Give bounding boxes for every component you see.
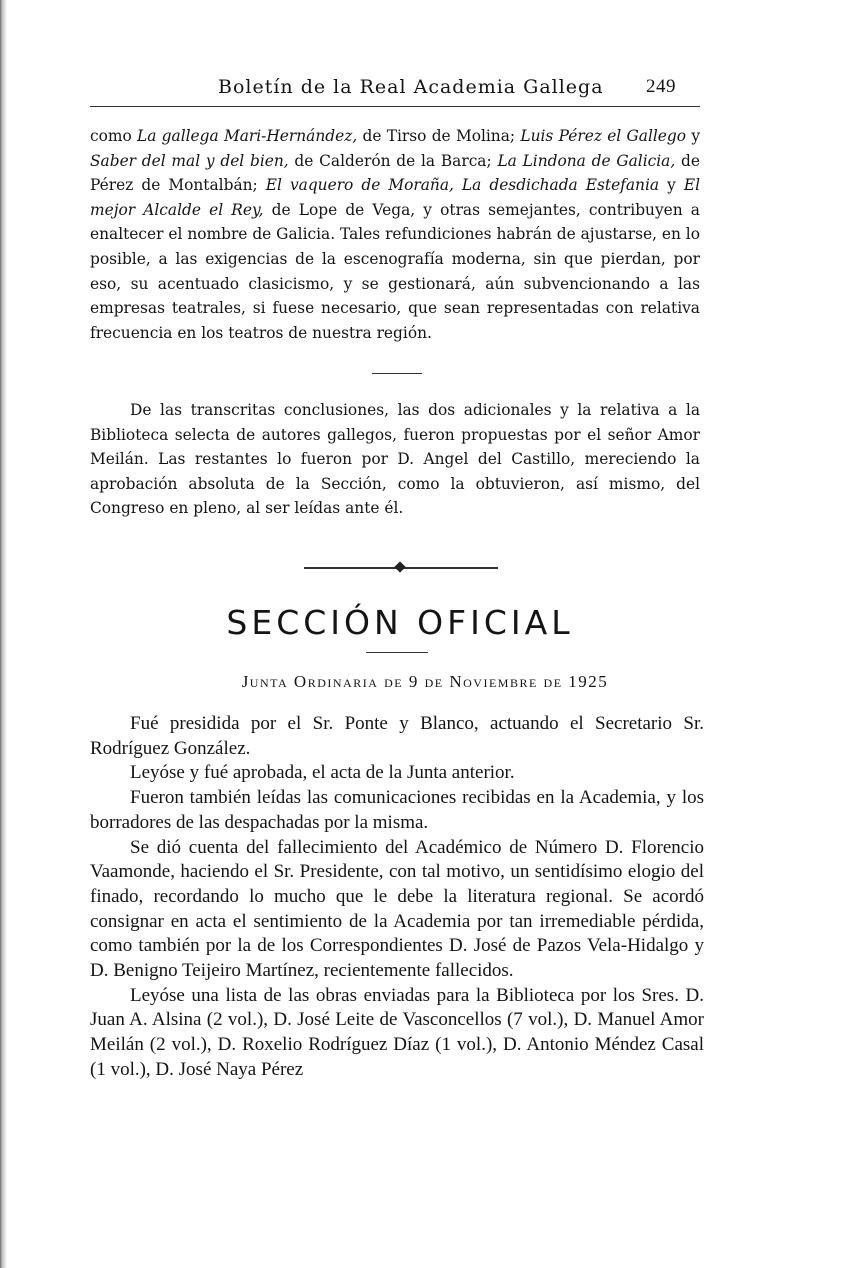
ornamental-divider — [304, 567, 498, 569]
text-segment: de Lope de Vega, y otras semejantes, contribuyen a enaltecer el nombre de Galicia. Tales refundiciones habrán de ajustarse, en lo posible, a las exigencias de la escenografía moderna, sin que pierdan, por eso, su acentuado clasicismo, y se gestionará, aún subvencionando a las empresas teatrales, si fuese necesario, que sean representadas con relativa frecuencia en los teatros de nuestra región. — [90, 200, 700, 342]
continuation-paragraph — [90, 124, 700, 345]
text-segment: de Calderón de la Barca; — [288, 151, 498, 170]
italic-title: El vaquero de Moraña, La desdichada Estefania — [265, 176, 660, 195]
text-segment: como — [90, 127, 138, 145]
text-segment: y — [659, 176, 684, 195]
minutes-paragraph: Leyóse y fué aprobada, el acta de la Junta anterior. — [130, 762, 515, 784]
conclusions-block — [90, 398, 700, 521]
section-title: SECCIÓN OFICIAL — [226, 603, 574, 642]
page-number: 249 — [646, 76, 676, 97]
minutes-block — [90, 712, 704, 1083]
minutes-paragraph: Se dió cuenta del fallecimiento del Académico de Número D. Florencio Vaamonde, haciendo el Sr. Presidente, con tal motivo, un sentidísimo elogio del finado, recordando lo mucho que le debe la literatura regional. Se acordó consignar en acta el sentimiento de la Academia por tan irremediable pérdida, como también por la de los Correspondientes D. José de Pazos Vela-Hidalgo y D. Benigno Teijeiro Martínez, recientemente fallecidos. — [90, 836, 704, 982]
minutes-paragraph: Fueron también leídas las comunicaciones recibidas en la Academia, y los borradores de las despachadas por la misma. — [90, 787, 704, 833]
section-title-rule — [366, 652, 428, 653]
journal-title: Boletín de la Real Academia Gallega — [218, 76, 604, 98]
running-header — [90, 74, 700, 107]
conclusions-paragraph: De las transcritas conclusiones, las dos adicionales y la relativa a la Biblioteca selecta de autores gallegos, fueron propuestas por el señor Amor Meilán. Las restantes lo fueron por D. Angel del Castillo, mereciendo la aprobación absoluta de la Sección, como la obtuvieron, así mismo, del Congreso en pleno, al ser leídas ante él. — [90, 401, 700, 518]
separator-rule — [372, 373, 422, 374]
session-heading — [0, 672, 850, 692]
italic-title: Luis Pérez el Gallego — [520, 127, 687, 145]
italic-title: El mejor Alcalde el Rey, — [90, 176, 700, 219]
text-segment: de Tirso de Molina; — [357, 127, 521, 145]
minutes-paragraph: Leyóse una lista de las obras enviadas para la Biblioteca por los Sres. D. Juan A. Alsina (2 vol.), D. José Leite de Vasconcellos (7 vol.), D. Manuel Amor Meilán (2 vol.), D. Roxelio Rodríguez Díaz (1 vol.), D. Antonio Méndez Casal (1 vol.), D. José Naya Pérez — [90, 984, 704, 1080]
text-segment: y — [686, 127, 701, 145]
italic-title: La gallega Mari-Hernández, — [137, 127, 358, 145]
continuation-paragraph-block — [90, 124, 700, 345]
text-segment: de Pérez de Montalbán; — [90, 151, 700, 195]
diamond-ornament-icon — [394, 561, 405, 572]
minutes-paragraph: Fué presidida por el Sr. Ponte y Blanco, actuando el Secretario Sr. Rodríguez González. — [90, 713, 704, 759]
italic-title: Saber del mal y del bien, — [90, 151, 289, 170]
session-heading-text: Junta Ordinaria de 9 de Noviembre de 1925 — [241, 672, 609, 691]
italic-title: La Lindona de Galicia, — [497, 151, 676, 170]
